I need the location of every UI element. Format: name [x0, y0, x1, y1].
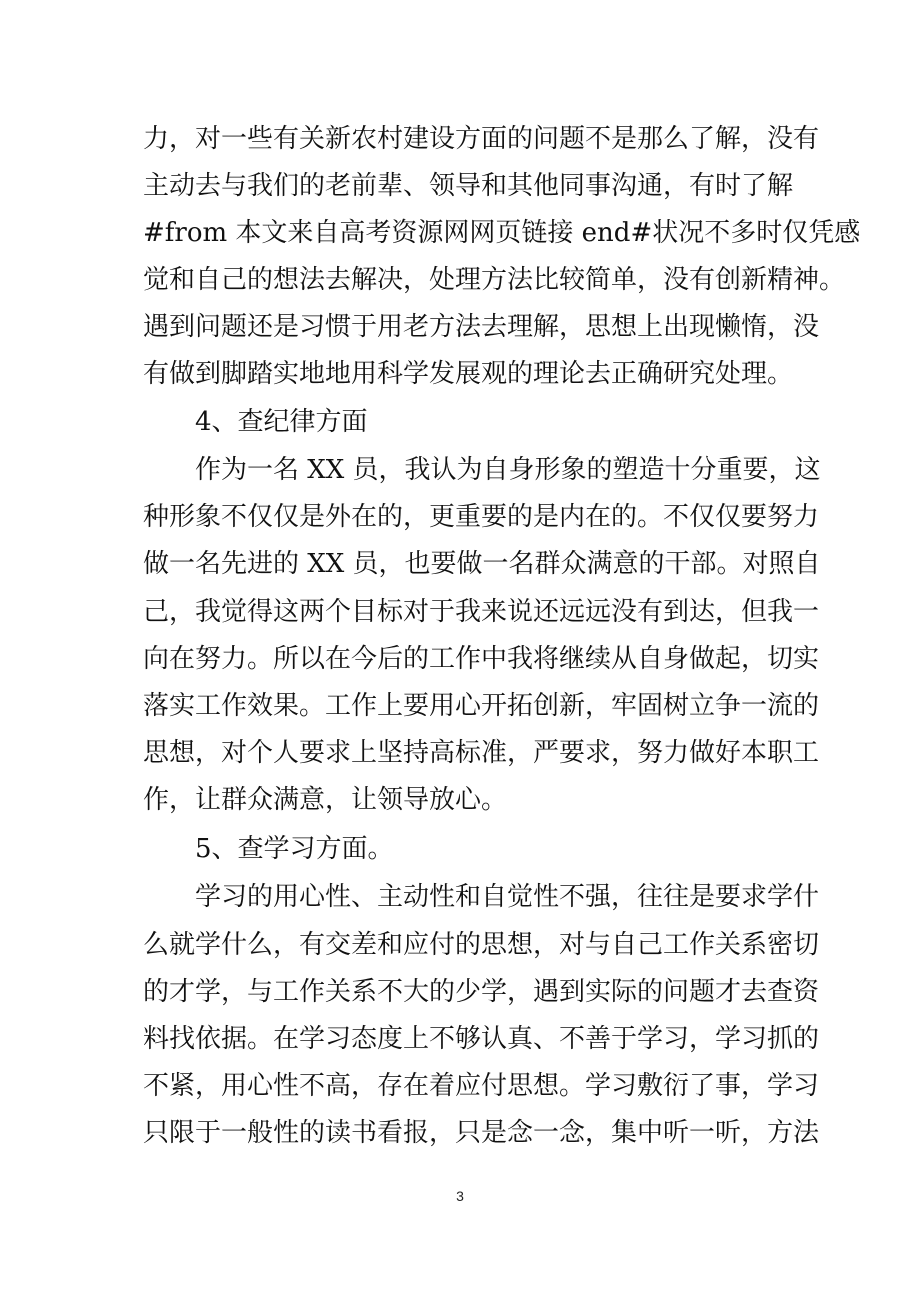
- text-line: 遇到问题还是习惯于用老方法去理解，思想上出现懒惰，没: [143, 312, 820, 342]
- section-heading: 4、查纪律方面: [195, 407, 368, 437]
- text-line: 有做到脚踏实地地用科学发展观的理论去正确研究处理。: [143, 359, 794, 389]
- text-line: 落实工作效果。工作上要用心开拓创新，牢固树立争一流的: [143, 691, 820, 721]
- text-line: #from 本文来自高考资源网网页链接 end#状况不多时仅凭感: [143, 218, 861, 248]
- text-line: 向在努力。所以在今后的工作中我将继续从自身做起，切实: [143, 644, 820, 674]
- text-line: 只限于一般性的读书看报，只是念一念，集中听一听，方法: [143, 1118, 820, 1148]
- text-line: 料找依据。在学习态度上不够认真、不善于学习，学习抓的: [143, 1024, 820, 1054]
- text-line: 作为一名 XX 员，我认为自身形象的塑造十分重要，这: [195, 455, 821, 485]
- text-line: 思想，对个人要求上坚持高标准，严要求，努力做好本职工: [143, 738, 820, 768]
- text-line: 作，让群众满意，让领导放心。: [143, 785, 508, 815]
- text-line: 己，我觉得这两个目标对于我来说还远远没有到达，但我一: [143, 597, 820, 627]
- text-line: 不紧，用心性不高，存在着应付思想。学习敷衍了事，学习: [143, 1071, 820, 1101]
- section-heading: 5、查学习方面。: [195, 834, 394, 864]
- text-line: 主动去与我们的老前辈、领导和其他同事沟通，有时了解: [143, 171, 794, 201]
- text-line: 做一名先进的 XX 员，也要做一名群众满意的干部。对照自: [143, 549, 821, 579]
- text-line: 觉和自己的想法去解决，处理方法比较简单，没有创新精神。: [143, 265, 846, 295]
- text-line: 么就学什么，有交差和应付的思想，对与自己工作关系密切: [143, 930, 820, 960]
- text-line: 力，对一些有关新农村建设方面的问题不是那么了解，没有: [143, 124, 820, 154]
- text-line: 种形象不仅仅是外在的，更重要的是内在的。不仅仅要努力: [143, 502, 820, 532]
- page-number: 3: [456, 1188, 464, 1204]
- text-line: 的才学，与工作关系不大的少学，遇到实际的问题才去查资: [143, 977, 820, 1007]
- text-line: 学习的用心性、主动性和自觉性不强，往往是要求学什: [195, 882, 820, 912]
